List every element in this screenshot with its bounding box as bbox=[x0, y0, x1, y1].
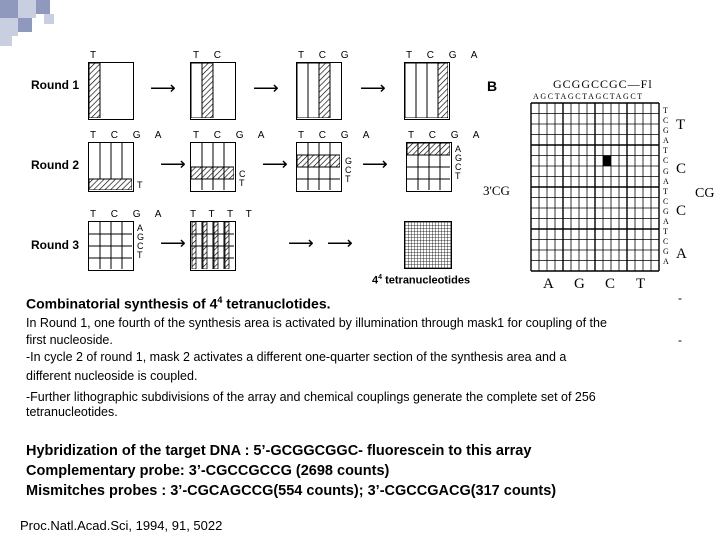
mask-box bbox=[88, 221, 134, 271]
left-3cg-label: 3'CG bbox=[483, 183, 510, 198]
round2-letters: T C G A bbox=[408, 130, 486, 141]
arrow-icon: ⟶ bbox=[253, 78, 279, 98]
mask-box bbox=[190, 221, 236, 271]
tetra-number: 4 bbox=[372, 274, 379, 287]
deco-square bbox=[36, 0, 50, 14]
round1-letters: T C G A bbox=[406, 50, 484, 61]
dash-mark: - bbox=[678, 291, 682, 305]
probe-label: GCGGCCGC—Fl bbox=[553, 77, 653, 91]
round2-letters: T C G A bbox=[90, 130, 168, 141]
deco-square bbox=[0, 0, 18, 18]
caption-line: -Further lithographic subdivisions of the array and chemical couplings generate the complete set of 256 bbox=[26, 390, 596, 404]
side-letters: A G C T bbox=[455, 144, 463, 181]
tetranucleotide-grid bbox=[404, 221, 452, 269]
caption-line: first nucleoside. bbox=[26, 333, 113, 347]
hybridization-line: Hybridization of the target DNA : 5’-GCGGCGGC- fluorescein to this array bbox=[26, 443, 532, 459]
deco-square bbox=[44, 14, 54, 24]
deco-square bbox=[18, 18, 32, 32]
round-2-label: Round 2 bbox=[31, 158, 79, 172]
caption-line: In Round 1, one fourth of the synthesis area is activated by illumination through mask1 for coupling of the bbox=[26, 316, 607, 330]
deco-square bbox=[0, 36, 12, 46]
arrow-icon: ⟶ bbox=[262, 154, 288, 174]
arrow-icon: ⟶ bbox=[150, 78, 176, 98]
right-cg-label: CG bbox=[695, 186, 715, 201]
right-letter: A bbox=[676, 246, 687, 262]
caption-title-rest: tetranuclotides. bbox=[222, 295, 331, 312]
arrow-icon: ⟶ bbox=[160, 154, 186, 174]
hybridization-line: Mismitches probes : 3’-CGCAGCCG(554 counts); 3’-CGCCGACG(317 counts) bbox=[26, 483, 557, 499]
mask-box bbox=[296, 62, 342, 120]
right-letter: C bbox=[676, 203, 687, 219]
mask-box bbox=[404, 62, 450, 120]
deco-square bbox=[0, 18, 18, 36]
caption-body bbox=[26, 315, 686, 421]
mask-box bbox=[88, 62, 134, 120]
right-letter: T bbox=[676, 117, 686, 133]
caption-title bbox=[26, 295, 331, 312]
round1-letters: T C G bbox=[298, 50, 355, 61]
tetranucleotides-label bbox=[372, 274, 470, 287]
bottom-letter: T bbox=[636, 276, 646, 292]
arrow-icon: ⟶ bbox=[327, 233, 353, 253]
dash-mark: - bbox=[678, 333, 682, 347]
arrow-icon: ⟶ bbox=[160, 233, 186, 253]
side-letters: A G C T bbox=[137, 223, 145, 260]
caption-title-exponent: 4 bbox=[217, 295, 223, 305]
tetra-text: tetranucleotides bbox=[385, 274, 471, 287]
top-sequence: AGCTAGCTAGCTAGCT bbox=[533, 92, 644, 101]
caption-title-text: Combinatorial synthesis of 4 bbox=[26, 295, 218, 312]
round2-letters: T C G A bbox=[193, 130, 271, 141]
hybridization-line: Complementary probe: 3’-CGCCGCCG (2698 counts) bbox=[26, 463, 390, 479]
mask-box bbox=[190, 142, 236, 192]
tetra-exponent: 4 bbox=[378, 274, 383, 281]
caption-line: tetranucleotides. bbox=[26, 405, 118, 419]
side-sequence: T C G A T C G A T C G A T C G A bbox=[663, 106, 669, 267]
bottom-letter: C bbox=[605, 276, 616, 292]
side-letters: C T bbox=[239, 169, 246, 188]
side-letters: G C T bbox=[345, 156, 353, 184]
round1-letters: T bbox=[90, 50, 103, 61]
bottom-letter: G bbox=[574, 276, 585, 292]
round3-letters: T T T T bbox=[190, 209, 257, 220]
mask-box bbox=[296, 142, 342, 192]
hybridization-array bbox=[530, 102, 660, 272]
side-letters: T bbox=[137, 180, 143, 190]
bottom-letter: A bbox=[543, 276, 554, 292]
panel-b-label: B bbox=[487, 78, 498, 94]
mask-box bbox=[406, 142, 452, 192]
arrow-icon: ⟶ bbox=[362, 154, 388, 174]
right-letter: C bbox=[676, 161, 687, 177]
arrow-icon: ⟶ bbox=[288, 233, 314, 253]
deco-square bbox=[18, 0, 36, 18]
caption-line: -In cycle 2 of round 1, mask 2 activates a different one-quarter section of the synthesis area and a bbox=[26, 350, 567, 364]
arrow-icon: ⟶ bbox=[360, 78, 386, 98]
round-3-label: Round 3 bbox=[31, 238, 79, 252]
hybridization-block bbox=[26, 441, 706, 501]
caption-line: different nucleoside is coupled. bbox=[26, 369, 198, 383]
round1-letters: T C bbox=[193, 50, 227, 61]
round3-letters: T C G A bbox=[90, 209, 168, 220]
hybridization-spot bbox=[603, 156, 611, 167]
mask-box bbox=[88, 142, 134, 192]
mask-box bbox=[190, 62, 236, 120]
reference-citation: Proc.Natl.Acad.Sci, 1994, 91, 5022 bbox=[20, 518, 223, 533]
round2-letters: T C G A bbox=[298, 130, 376, 141]
round-1-label: Round 1 bbox=[31, 78, 79, 92]
